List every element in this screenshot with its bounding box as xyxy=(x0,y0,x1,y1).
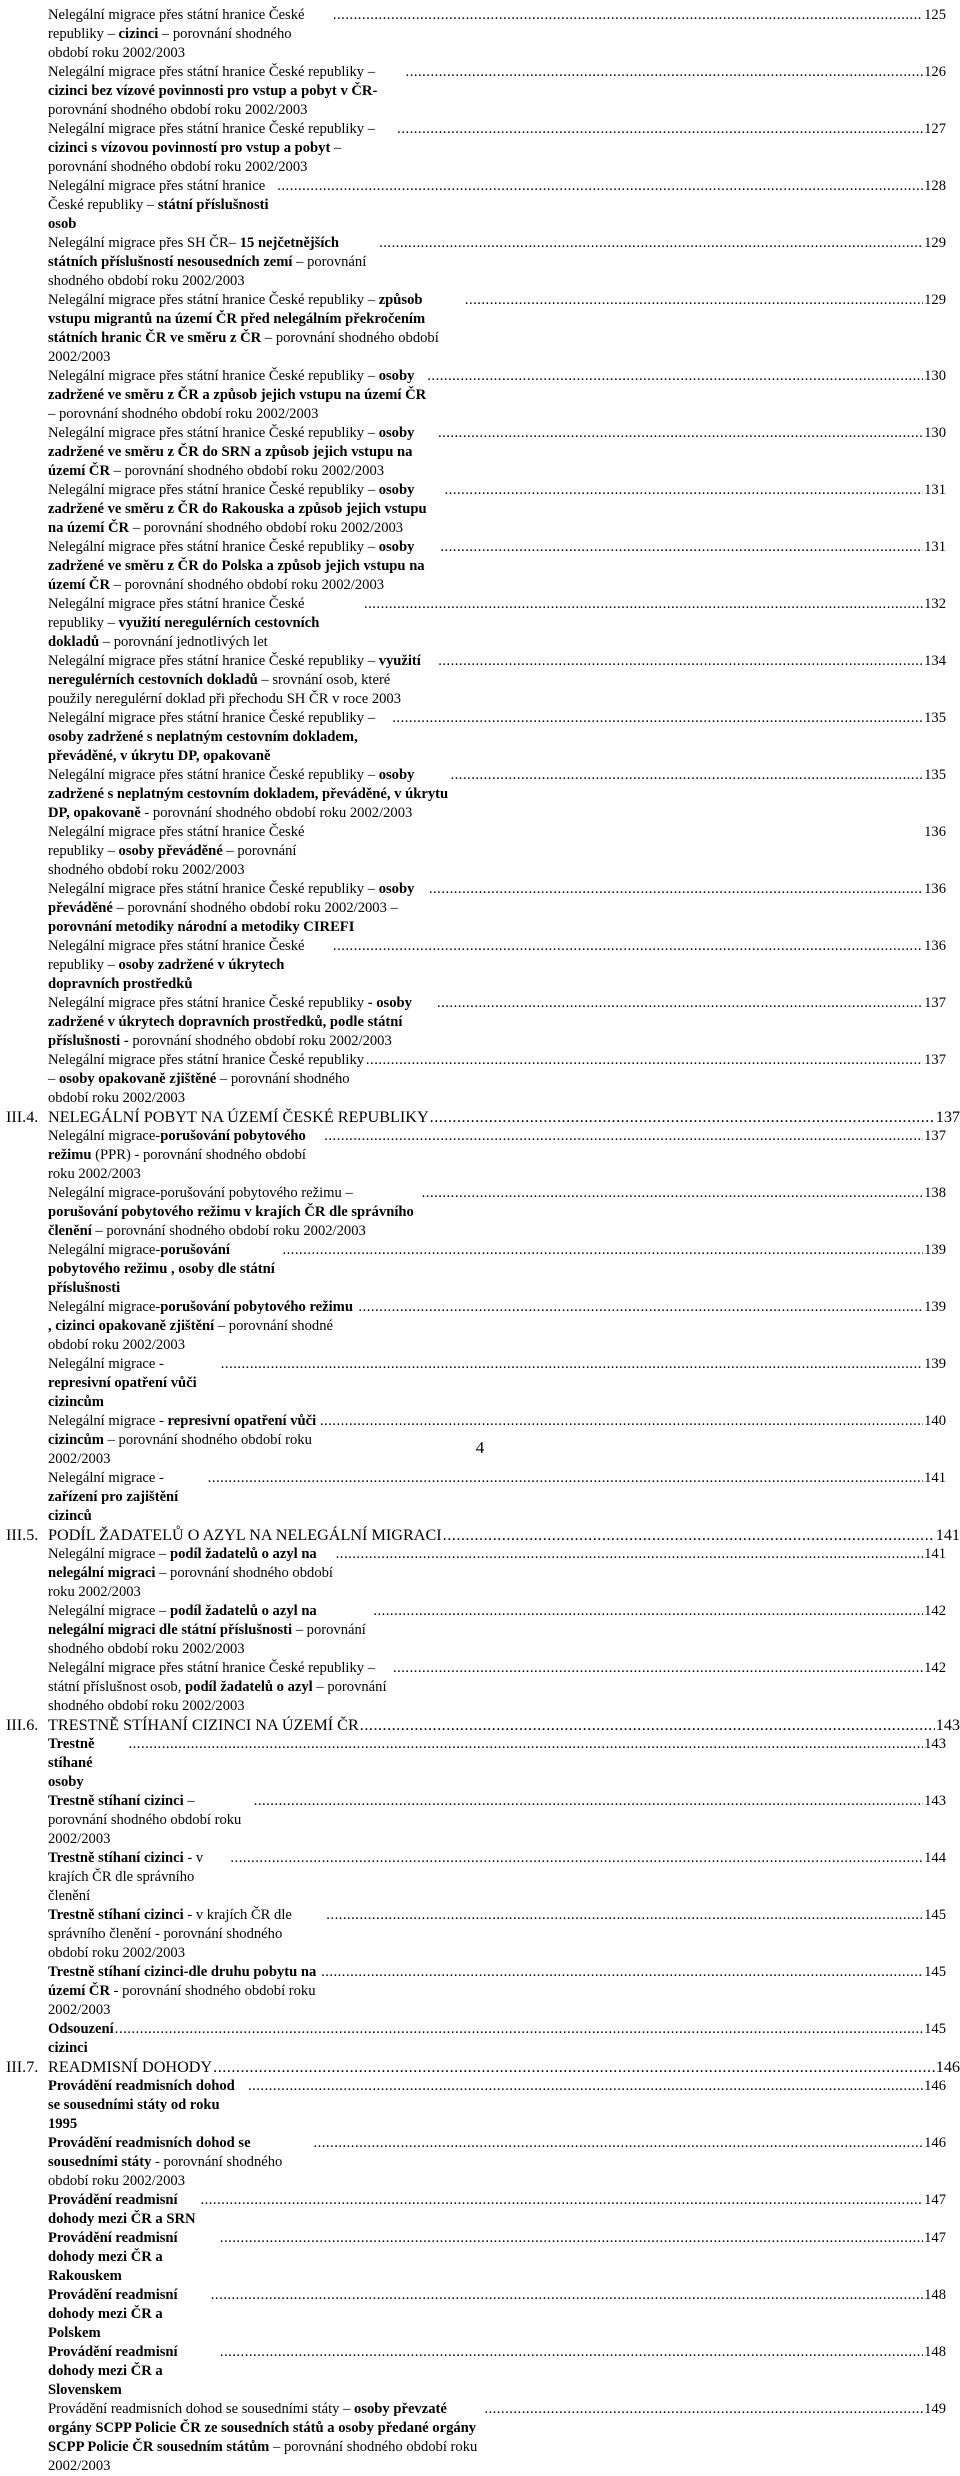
toc-entry[interactable] xyxy=(0,6,960,63)
toc-entry[interactable] xyxy=(0,481,960,538)
dot-leader xyxy=(277,177,923,196)
dot-leader xyxy=(422,1184,923,1203)
section-number: III.7. xyxy=(6,2058,39,2076)
page-ref: 143 xyxy=(924,1736,946,1752)
section-number: III.5. xyxy=(6,1526,39,1544)
toc-entry[interactable] xyxy=(0,709,960,766)
page-ref: 142 xyxy=(924,1603,946,1619)
dot-leader xyxy=(438,424,923,443)
toc-entry-title: Nelegální migrace-porušování pobytového režimu (PPR) - porovnání shodného období roku 2002/2003 xyxy=(48,1128,306,1182)
dot-leader xyxy=(358,1298,923,1317)
toc-entry[interactable] xyxy=(0,1298,960,1355)
toc-entry[interactable] xyxy=(0,234,960,291)
toc-entry-title: Nelegální migrace přes státní hranice České republiky – osoby zadržené s neplatným cestovním dokladem, převáděné, v úkrytu DP, opakovaně xyxy=(48,710,376,764)
page-ref: 137 xyxy=(935,1108,960,1126)
page-ref: 147 xyxy=(924,2192,946,2208)
page-ref: 141 xyxy=(924,1546,946,1562)
toc-entry-title: Nelegální migrace přes státní hranice České republiky – osoby opakovaně zjištěné – porovnání shodného období roku 2002/2003 xyxy=(48,1052,365,1106)
page-ref: 129 xyxy=(924,292,946,308)
toc-entry[interactable] xyxy=(0,766,960,823)
section-number: III.4. xyxy=(6,1108,39,1126)
toc-entry-title: Trestně stíhaní cizinci-dle druhu pobytu na území ČR - porovnání shodného období roku 2002/2003 xyxy=(48,1964,317,2018)
page-ref: 135 xyxy=(924,767,946,783)
toc-entry-title: Nelegální migrace-porušování pobytového režimu – porušování pobytového režimu v krajích ČR dle správního členění – porovnání shodného období roku 2002/2003 xyxy=(48,1185,414,1239)
page-ref: 141 xyxy=(935,1526,960,1544)
toc-entry[interactable] xyxy=(0,1545,960,1602)
toc-entry[interactable] xyxy=(0,1184,960,1241)
toc-entry[interactable] xyxy=(0,2191,960,2229)
page-ref: 130 xyxy=(924,425,946,441)
dot-leader xyxy=(321,1963,923,1982)
page-ref: 148 xyxy=(924,2344,946,2360)
page-ref: 143 xyxy=(935,1716,960,1734)
toc-entry[interactable] xyxy=(0,2229,960,2286)
dot-leader xyxy=(438,652,923,671)
toc-section-heading[interactable] xyxy=(0,1108,960,1127)
toc-entry[interactable] xyxy=(0,2077,960,2134)
page-ref: 129 xyxy=(924,235,946,251)
toc-entry[interactable] xyxy=(0,1469,960,1526)
toc-entry-title: Nelegální migrace - represivní opatření vůči cizincům xyxy=(48,1356,197,1410)
dot-leader xyxy=(200,2191,923,2210)
page-ref: 131 xyxy=(924,539,946,555)
toc-entry[interactable] xyxy=(0,2134,960,2191)
page-ref: 139 xyxy=(924,1356,946,1372)
dot-leader xyxy=(429,880,923,899)
toc-entry[interactable] xyxy=(0,595,960,652)
page-ref: 143 xyxy=(924,1793,946,1809)
page-ref: 137 xyxy=(924,1128,946,1144)
toc-entry[interactable] xyxy=(0,994,960,1051)
toc-entry[interactable] xyxy=(0,120,960,177)
dot-leader xyxy=(324,1127,923,1146)
dot-leader xyxy=(129,1735,924,1754)
toc-entry-title: Nelegální migrace-porušování pobytového režimu , cizinci opakovaně zjištění – porovnání shodné období roku 2002/2003 xyxy=(48,1299,353,1353)
section-title: TRESTNĚ STÍHANÍ CIZINCI NA ÚZEMÍ ČR xyxy=(48,1716,359,1734)
dot-leader xyxy=(326,1906,923,1925)
toc-entry-title: Trestně stíhaní cizinci – porovnání shodného období roku 2002/2003 xyxy=(48,1793,242,1847)
page-ref: 126 xyxy=(924,64,946,80)
dot-leader xyxy=(220,2343,923,2362)
toc-entry-title: Nelegální migrace přes státní hranice České republiky – osoby zadržené ve směru z ČR do Polska a způsob jejich vstupu na území ČR – porovnání shodného období roku 2002/2003 xyxy=(48,539,425,593)
page-ref: 145 xyxy=(924,1964,946,1980)
dot-leader xyxy=(392,709,923,728)
toc-section-heading[interactable] xyxy=(0,1526,960,1545)
page-ref: 135 xyxy=(924,710,946,726)
dot-leader xyxy=(484,2400,923,2419)
toc-entry[interactable] xyxy=(0,823,960,880)
toc-entry-title: Trestně stíhané osoby xyxy=(48,1736,95,1790)
page-ref: 128 xyxy=(924,178,946,194)
page-ref: 131 xyxy=(924,482,946,498)
page-ref: 142 xyxy=(924,1660,946,1676)
toc-entry[interactable] xyxy=(0,880,960,937)
dot-leader xyxy=(333,6,923,25)
toc-entry-title: Nelegální migrace přes státní hranice České republiky – státní příslušnost osob, podíl žadatelů o azyl – porovnání shodného období roku 2002/2003 xyxy=(48,1660,387,1714)
page-ref: 140 xyxy=(924,1413,946,1429)
toc-section-heading[interactable] xyxy=(0,2058,960,2077)
toc-entry-title: Provádění readmisní dohody mezi ČR a SRN xyxy=(48,2192,196,2227)
toc-entry-title: Nelegální migrace přes státní hranice České republiky – osoby převáděné – porovnání shodného období roku 2002/2003 xyxy=(48,824,305,878)
toc-entry-title: Nelegální migrace přes státní hranice České republiky – cizinci s vízovou povinností pro vstup a pobyt – porovnání shodného období roku 2002/2003 xyxy=(48,121,376,175)
dot-leader xyxy=(360,1716,935,1735)
toc-entry-title: Provádění readmisní dohody mezi ČR a Slovenskem xyxy=(48,2344,178,2398)
toc-entry[interactable] xyxy=(0,652,960,709)
toc-entry-title: Nelegální migrace přes státní hranice České republiky – osoby převáděné – porovnání shodného období roku 2002/2003 – porovnání metodiky národní a metodiky CIREFI xyxy=(48,881,415,935)
page-ref: 138 xyxy=(924,1185,946,1201)
toc-entry-title: Nelegální migrace – podíl žadatelů o azyl na nelegální migraci – porovnání shodného období roku 2002/2003 xyxy=(48,1546,333,1600)
toc-entry[interactable] xyxy=(0,1792,960,1849)
toc-entry-title: Nelegální migrace přes státní hranice České republiky – státní příslušnosti osob xyxy=(48,178,269,232)
dot-leader xyxy=(115,2020,923,2039)
toc-entry[interactable] xyxy=(0,2343,960,2400)
page-ref: 137 xyxy=(924,995,946,1011)
page-ref: 141 xyxy=(924,1470,946,1486)
page-ref: 137 xyxy=(924,1052,946,1068)
dot-leader xyxy=(443,1526,935,1545)
dot-leader xyxy=(450,766,923,785)
toc-entry[interactable] xyxy=(0,367,960,424)
section-title: PODÍL ŽADATELŮ O AZYL NA NELEGÁLNÍ MIGRACI xyxy=(48,1526,442,1544)
dot-leader xyxy=(430,1108,935,1127)
toc-entry[interactable] xyxy=(0,1963,960,2020)
toc-entry-title: Nelegální migrace přes státní hranice České republiky – osoby zadržené v úkrytech dopravních prostředků xyxy=(48,938,305,992)
toc-entry-title: Nelegální migrace přes SH ČR– 15 nejčetnějších státních příslušností nesousedních zemí – porovnání shodného období roku 2002/2003 xyxy=(48,235,367,289)
dot-leader xyxy=(211,2286,923,2305)
page-ref: 146 xyxy=(924,2135,946,2151)
toc-entry[interactable] xyxy=(0,2020,960,2058)
page-ref: 145 xyxy=(924,1907,946,1923)
page-ref: 139 xyxy=(924,1299,946,1315)
toc-entry[interactable] xyxy=(0,1735,960,1792)
toc-entry[interactable] xyxy=(0,538,960,595)
dot-leader xyxy=(208,1469,923,1488)
toc-entry[interactable] xyxy=(0,1659,960,1716)
dot-leader xyxy=(440,538,923,557)
dot-leader xyxy=(282,1241,923,1260)
table-of-contents xyxy=(0,6,960,2476)
toc-entry-title: Nelegální migrace přes státní hranice České republiky – cizinci – porovnání shodného období roku 2002/2003 xyxy=(48,7,305,61)
dot-leader xyxy=(427,367,923,386)
toc-entry[interactable] xyxy=(0,2400,960,2476)
toc-entry[interactable] xyxy=(0,1051,960,1108)
toc-entry[interactable] xyxy=(0,177,960,234)
toc-entry[interactable] xyxy=(0,1355,960,1412)
toc-entry[interactable] xyxy=(0,1241,960,1298)
toc-entry[interactable] xyxy=(0,291,960,367)
dot-leader xyxy=(379,234,923,253)
section-title: READMISNÍ DOHODY xyxy=(48,2058,213,2076)
dot-leader xyxy=(366,1051,923,1070)
toc-entry[interactable] xyxy=(0,1602,960,1659)
toc-entry[interactable] xyxy=(0,1906,960,1963)
section-title: NELEGÁLNÍ POBYT NA ÚZEMÍ ČESKÉ REPUBLIKY xyxy=(48,1108,429,1126)
dot-leader xyxy=(230,1849,923,1868)
toc-entry-title: Nelegální migrace přes státní hranice České republiky – využití neregulérních cestovních dokladů – srovnání osob, které použily neregulérní doklad při přechodu SH ČR v roce 2003 xyxy=(48,653,421,707)
page-ref: 146 xyxy=(935,2058,960,2076)
toc-entry-title: Trestně stíhaní cizinci - v krajích ČR dle správního členění - porovnání shodného období roku 2002/2003 xyxy=(48,1907,292,1961)
toc-entry[interactable] xyxy=(0,63,960,120)
page-ref: 132 xyxy=(924,596,946,612)
toc-entry[interactable] xyxy=(0,2286,960,2343)
toc-entry-title: Nelegální migrace přes státní hranice České republiky – osoby zadržené ve směru z ČR do SRN a způsob jejich vstupu na území ČR – porovnání shodného období roku 2002/2003 xyxy=(48,425,415,479)
toc-entry[interactable] xyxy=(0,424,960,481)
dot-leader xyxy=(445,481,924,500)
toc-entry-title: Provádění readmisních dohod se sousedními státy od roku 1995 xyxy=(48,2078,235,2132)
toc-entry-title: Nelegální migrace přes státní hranice České republiky – osoby zadržené s neplatným cestovním dokladem, převáděné, v úkrytu DP, opakovaně - porovnání shodného období roku 2002/2003 xyxy=(48,767,449,821)
page-ref: 144 xyxy=(924,1850,946,1866)
toc-entry[interactable] xyxy=(0,1127,960,1184)
page-ref: 149 xyxy=(924,2401,946,2417)
toc-entry-title: Nelegální migrace – podíl žadatelů o azyl na nelegální migraci dle státní příslušnosti – porovnání shodného období roku 2002/2003 xyxy=(48,1603,366,1657)
page-ref: 130 xyxy=(924,368,946,384)
toc-entry-title: Provádění readmisních dohod se sousedními státy - porovnání shodného období roku 2002/2003 xyxy=(48,2135,283,2189)
toc-entry[interactable] xyxy=(0,937,960,994)
dot-leader xyxy=(333,937,923,956)
page-ref: 127 xyxy=(924,121,946,137)
page-ref: 145 xyxy=(924,2021,946,2037)
toc-entry-title: Nelegální migrace - zařízení pro zajištění cizinců xyxy=(48,1470,179,1524)
toc-entry-title: Nelegální migrace přes státní hranice České republiky – osoby zadržené ve směru z ČR do Rakouska a způsob jejich vstupu na území ČR – porovnání shodného období roku 2002/2003 xyxy=(48,482,427,536)
toc-entry[interactable] xyxy=(0,1849,960,1906)
toc-entry-title: Provádění readmisní dohody mezi ČR a Polskem xyxy=(48,2287,178,2341)
dot-leader xyxy=(437,994,923,1013)
dot-leader xyxy=(213,2058,935,2077)
toc-entry-title: Odsouzení cizinci xyxy=(48,2021,114,2056)
toc-entry-title: Nelegální migrace přes státní hranice České republiky – způsob vstupu migrantů na území ČR před nelegálním překročením státních hranic ČR ve směru z ČR – porovnání shodného období 2002/2003 xyxy=(48,292,439,365)
page-ref: 147 xyxy=(924,2230,946,2246)
dot-leader xyxy=(364,595,923,614)
toc-entry-title: Provádění readmisní dohody mezi ČR a Rakouskem xyxy=(48,2230,178,2284)
toc-entry-title: Provádění readmisních dohod se sousedními státy – osoby převzaté orgány SCPP Policie ČR ze sousedních států a osoby předané orgány SCPP Policie ČR sousedním státům – porovnání shodného období roku 2002/2003 xyxy=(48,2401,478,2474)
dot-leader xyxy=(397,120,923,139)
page-ref: 134 xyxy=(924,653,946,669)
dot-leader xyxy=(221,1355,923,1374)
dot-leader xyxy=(320,1412,923,1431)
toc-section-heading[interactable] xyxy=(0,1716,960,1735)
section-number: III.6. xyxy=(6,1716,39,1734)
page-ref: 148 xyxy=(924,2287,946,2303)
dot-leader xyxy=(254,1792,923,1811)
dot-leader xyxy=(373,1602,923,1621)
toc-entry-title: Nelegální migrace přes státní hranice České republiky - osoby zadržené v úkrytech dopravních prostředků, podle státní příslušnosti - porovnání shodného období roku 2002/2003 xyxy=(48,995,412,1049)
dot-leader xyxy=(336,1545,923,1564)
page-ref: 136 xyxy=(924,938,946,954)
page-ref: 139 xyxy=(924,1242,946,1258)
page-number: 4 xyxy=(475,1438,485,1457)
dot-leader xyxy=(248,2077,923,2096)
page-ref: 136 xyxy=(924,824,946,840)
dot-leader xyxy=(465,291,923,310)
page-ref: 125 xyxy=(924,7,946,23)
toc-entry-title: Nelegální migrace přes státní hranice České republiky – osoby zadržené ve směru z ČR a způsob jejich vstupu na území ČR – porovnání shodného období roku 2002/2003 xyxy=(48,368,427,422)
toc-entry-title: Nelegální migrace - represivní opatření vůči cizincům – porovnání shodného období roku 2002/2003 xyxy=(48,1413,317,1467)
page-ref: 146 xyxy=(924,2078,946,2094)
dot-leader xyxy=(313,2134,923,2153)
toc-entry-title: Nelegální migrace-porušování pobytového režimu , osoby dle státní příslušnosti xyxy=(48,1242,275,1296)
dot-leader xyxy=(406,63,924,82)
toc-entry-title: Nelegální migrace přes státní hranice České republiky – cizinci bez vízové povinnosti pro vstup a pobyt v ČR- porovnání shodného období roku 2002/2003 xyxy=(48,64,378,118)
page-ref: 136 xyxy=(924,881,946,897)
toc-entry-title: Trestně stíhaní cizinci - v krajích ČR dle správního členění xyxy=(48,1850,204,1904)
dot-leader xyxy=(393,1659,923,1678)
toc-entry-title: Nelegální migrace přes státní hranice České republiky – využití neregulérních cestovních dokladů – porovnání jednotlivých let xyxy=(48,596,320,650)
dot-leader xyxy=(220,2229,923,2248)
